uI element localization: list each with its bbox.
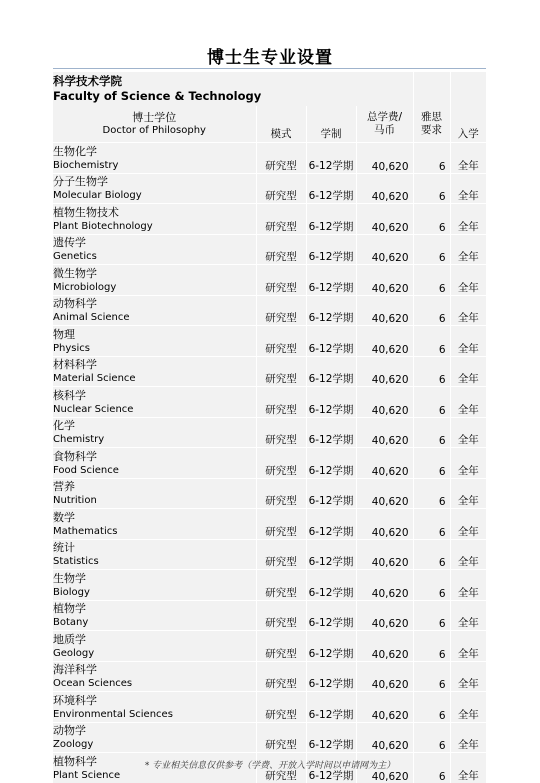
program-intake: 全年 [450,387,486,418]
program-mode: 研究型 [256,448,306,479]
program-intake: 全年 [450,143,486,174]
program-mode: 研究型 [256,234,306,265]
program-intake: 全年 [450,356,486,387]
program-mode: 研究型 [256,478,306,509]
program-intake: 全年 [450,234,486,265]
program-intake: 全年 [450,448,486,479]
program-name [53,326,256,357]
program-intake: 全年 [450,204,486,235]
program-name-en: Chemistry [53,434,105,445]
program-mode: 研究型 [256,387,306,418]
program-name-en: Statistics [53,556,99,567]
program-ielts: 6 [413,722,450,753]
program-intake: 全年 [450,570,486,601]
footnote: * 专业相关信息仅供参考（学费、开放入学时间以申请网为主） [144,761,396,771]
program-name [53,295,256,326]
program-intake: 全年 [450,600,486,631]
program-mode: 研究型 [256,539,306,570]
program-name-en: Botany [53,617,89,628]
program-ielts: 6 [413,143,450,174]
program-fee: 40,620 [356,600,413,631]
program-fee: 40,620 [356,417,413,448]
program-name-zh: 植物学 [53,602,86,615]
program-mode: 研究型 [256,417,306,448]
program-mode: 研究型 [256,204,306,235]
header-duration: 学制 [306,106,356,143]
program-fee: 40,620 [356,173,413,204]
program-ielts: 6 [413,417,450,448]
program-fee: 40,620 [356,539,413,570]
program-duration: 6-12学期 [306,661,356,692]
program-ielts: 6 [413,265,450,296]
program-name [53,173,256,204]
program-ielts: 6 [413,478,450,509]
program-duration: 6-12学期 [306,356,356,387]
program-ielts: 6 [413,509,450,540]
program-name-zh: 植物科学 [53,754,97,768]
program-ielts: 6 [413,631,450,662]
program-name-en: Molecular Biology [53,190,142,201]
program-duration: 6-12学期 [306,326,356,357]
program-name [53,234,256,265]
program-duration: 6-12学期 [306,204,356,235]
program-name-zh: 环境科学 [53,693,97,707]
program-name [53,722,256,753]
program-mode: 研究型 [256,143,306,174]
program-duration: 6-12学期 [306,509,356,540]
title-divider [53,68,486,69]
program-name [53,631,256,662]
program-name [53,204,256,235]
program-name-zh: 植物生物技术 [53,205,119,219]
program-duration: 6-12学期 [306,234,356,265]
program-mode: 研究型 [256,600,306,631]
program-fee: 40,620 [356,326,413,357]
program-duration: 6-12学期 [306,722,356,753]
table-row [53,722,486,753]
program-fee: 40,620 [356,478,413,509]
program-ielts: 6 [413,539,450,570]
program-name-en: Biology [53,586,90,598]
program-name [53,509,256,540]
program-name [53,265,256,296]
header-degree: 博士学位 Doctor of Philosophy [53,106,256,143]
program-duration: 6-12学期 [306,265,356,296]
table-row [53,234,486,265]
program-mode: 研究型 [256,631,306,662]
program-name-zh: 海洋科学 [53,663,97,676]
program-intake: 全年 [450,692,486,723]
program-fee: 40,620 [356,753,413,783]
program-name [53,539,256,570]
program-name-en: Plant Science [53,769,121,781]
program-fee: 40,620 [356,448,413,479]
table-row [53,509,486,540]
faculty-row [53,72,486,106]
program-mode: 研究型 [256,509,306,540]
program-ielts: 6 [413,753,450,783]
program-intake: 全年 [450,509,486,540]
program-name-zh: 数学 [53,510,75,524]
program-duration: 6-12学期 [306,600,356,631]
program-fee: 40,620 [356,265,413,296]
program-name-zh: 食物科学 [53,449,97,463]
program-name-en: Zoology [53,739,94,750]
program-fee: 40,620 [356,509,413,540]
program-name-zh: 动物科学 [53,297,97,310]
program-fee: 40,620 [356,295,413,326]
program-name-en: Ocean Sciences [53,678,133,689]
program-fee: 40,620 [356,631,413,662]
program-name-en: Animal Science [53,312,130,323]
faculty-name-en: Faculty of Science & Technology [53,89,262,103]
program-ielts: 6 [413,295,450,326]
program-mode: 研究型 [256,570,306,601]
table-row [53,692,486,723]
program-fee: 40,620 [356,143,413,174]
program-name-zh: 化学 [53,419,75,432]
program-name [53,143,256,174]
program-fee: 40,620 [356,204,413,235]
program-ielts: 6 [413,387,450,418]
program-name-en: Plant Biotechnology [53,220,153,232]
table-row [53,387,486,418]
program-duration: 6-12学期 [306,692,356,723]
program-duration: 6-12学期 [306,173,356,204]
program-name-zh: 地质学 [53,632,86,646]
program-name-zh: 生物化学 [53,144,97,158]
program-ielts: 6 [413,326,450,357]
program-intake: 全年 [450,722,486,753]
program-name [53,387,256,418]
program-mode: 研究型 [256,356,306,387]
program-name [53,570,256,601]
table-row [53,143,486,174]
program-intake: 全年 [450,295,486,326]
table-row [53,295,486,326]
page-title: 博士生专业设置 [207,48,333,68]
program-duration: 6-12学期 [306,143,356,174]
program-duration: 6-12学期 [306,387,356,418]
program-name-en: Nuclear Science [53,403,134,415]
program-name [53,417,256,448]
program-ielts: 6 [413,234,450,265]
table-row [53,570,486,601]
program-ielts: 6 [413,600,450,631]
program-fee: 40,620 [356,387,413,418]
program-name [53,692,256,723]
table-row [53,448,486,479]
program-fee: 40,620 [356,692,413,723]
program-name-en: Geology [53,647,95,659]
program-fee: 40,620 [356,234,413,265]
program-ielts: 6 [413,204,450,235]
program-intake: 全年 [450,539,486,570]
header-intake: 入学 [457,128,479,140]
program-name-en: Microbiology [53,281,117,293]
program-ielts: 6 [413,692,450,723]
program-intake: 全年 [450,417,486,448]
program-mode: 研究型 [256,265,306,296]
program-name-zh: 营养 [53,480,75,493]
program-ielts: 6 [413,448,450,479]
table-header [53,106,486,143]
faculty-name-zh: 科学技术学院 [53,74,122,88]
program-fee: 40,620 [356,356,413,387]
program-ielts: 6 [413,661,450,692]
program-intake: 全年 [450,631,486,662]
table-row [53,631,486,662]
program-name-en: Food Science [53,464,119,476]
program-mode: 研究型 [256,326,306,357]
program-intake: 全年 [450,326,486,357]
program-fee: 40,620 [356,570,413,601]
table-row [53,417,486,448]
program-mode: 研究型 [256,753,306,783]
table-row [53,539,486,570]
program-ielts: 6 [413,356,450,387]
program-name [53,661,256,692]
program-name-zh: 材料科学 [53,358,97,371]
program-name-en: Material Science [53,373,136,384]
program-duration: 6-12学期 [306,631,356,662]
program-name-zh: 核科学 [53,388,86,402]
program-duration: 6-12学期 [306,295,356,326]
program-name [53,356,256,387]
program-mode: 研究型 [256,661,306,692]
program-name-en: Nutrition [53,495,97,506]
program-name-zh: 遗传学 [53,236,86,249]
table-row [53,356,486,387]
program-mode: 研究型 [256,692,306,723]
program-name-en: Physics [53,342,90,354]
program-name-zh: 分子生物学 [53,175,108,188]
program-fee: 40,620 [356,722,413,753]
table-row [53,478,486,509]
program-name-zh: 动物学 [53,724,86,737]
program-name-zh: 生物学 [53,571,86,585]
program-intake: 全年 [450,265,486,296]
program-intake: 全年 [450,661,486,692]
program-ielts: 6 [413,173,450,204]
program-name [53,478,256,509]
program-duration: 6-12学期 [306,570,356,601]
program-intake: 全年 [450,173,486,204]
program-intake: 全年 [450,753,486,783]
table-row [53,173,486,204]
table-row [53,661,486,692]
table-row [53,265,486,296]
program-duration: 6-12学期 [306,539,356,570]
program-name-zh: 统计 [53,541,75,554]
program-name-en: Environmental Sciences [53,708,173,720]
program-name [53,600,256,631]
program-mode: 研究型 [256,295,306,326]
program-name-en: Mathematics [53,525,118,537]
program-name-en: Biochemistry [53,159,119,171]
program-duration: 6-12学期 [306,753,356,783]
header-mode: 模式 [256,106,306,143]
program-name-zh: 物理 [53,327,75,341]
program-duration: 6-12学期 [306,417,356,448]
program-duration: 6-12学期 [306,448,356,479]
program-mode: 研究型 [256,722,306,753]
program-ielts: 6 [413,570,450,601]
table-row [53,600,486,631]
program-mode: 研究型 [256,173,306,204]
program-name [53,448,256,479]
header-ielts: 雅思 要求 [413,106,450,143]
header-fee: 总学费/ 马币 [356,106,413,143]
table-row [53,326,486,357]
program-name-zh: 微生物学 [53,266,97,280]
programs-table [53,72,486,783]
program-duration: 6-12学期 [306,478,356,509]
program-name-en: Genetics [53,251,97,262]
program-fee: 40,620 [356,661,413,692]
program-intake: 全年 [450,478,486,509]
table-row [53,204,486,235]
